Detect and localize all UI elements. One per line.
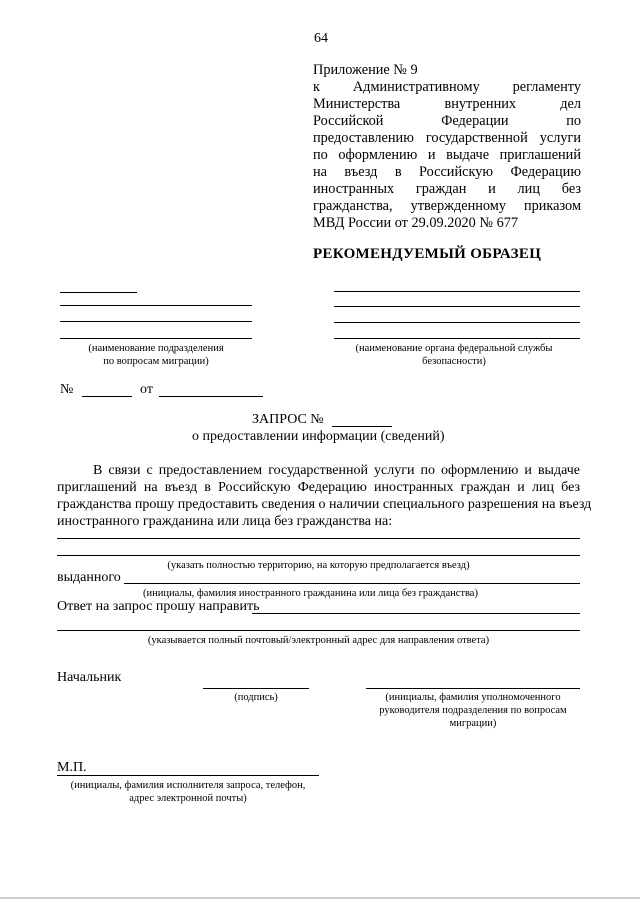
- official-caption: (инициалы, фамилия уполномоченного: [385, 692, 561, 703]
- issued-field[interactable]: [124, 583, 580, 584]
- appendix-line: по оформлению и выдаче приглашений: [313, 147, 581, 163]
- executor-field[interactable]: [57, 775, 319, 776]
- appendix-line: иностранных граждан и лиц без: [313, 181, 581, 197]
- left-blank-line: [60, 292, 137, 293]
- territory-field[interactable]: [57, 555, 580, 556]
- executor-caption: адрес электронной почты): [129, 793, 247, 804]
- signature-field[interactable]: [203, 688, 309, 689]
- date-field[interactable]: [159, 396, 263, 397]
- official-caption: руководителя подразделения по вопросам: [379, 705, 567, 716]
- appendix-line: гражданства, утвержденному приказом: [313, 198, 581, 214]
- right-block-caption: (наименование органа федеральной службы: [355, 343, 553, 354]
- right-blank-line: [334, 291, 580, 292]
- stamp-label: М.П.: [57, 760, 87, 775]
- appendix-line: Приложение № 9: [313, 62, 418, 78]
- appendix-line: предоставлению государственной услуги: [313, 130, 581, 146]
- executor-caption: (инициалы, фамилия исполнителя запроса, телефон,: [70, 780, 306, 791]
- body-line: приглашений на въезд в Российскую Федерацию иностранных граждан и лиц без: [57, 480, 580, 495]
- number-field[interactable]: [82, 396, 132, 397]
- page-bottom-edge: [0, 897, 640, 899]
- body-line: гражданства прошу предоставить сведения о наличии специального разрешения на въезд: [57, 497, 592, 512]
- request-number-field[interactable]: [332, 426, 392, 427]
- territory-caption: (указать полностью территорию, на которую предполагается въезд): [167, 560, 470, 571]
- page-number: 64: [314, 31, 328, 46]
- territory-field[interactable]: [57, 538, 580, 539]
- body-line: В связи с предоставлением государственной услуги по оформлению и выдаче: [93, 463, 580, 478]
- issued-caption: (инициалы, фамилия иностранного гражданина или лица без гражданства): [143, 588, 478, 599]
- appendix-line: к Административному регламенту: [313, 79, 581, 95]
- from-label: от: [140, 382, 153, 397]
- issued-label: выданного: [57, 570, 121, 585]
- left-block-caption: по вопросам миграции): [103, 356, 209, 367]
- recommended-sample-heading: РЕКОМЕНДУЕМЫЙ ОБРАЗЕЦ: [313, 246, 542, 262]
- appendix-line: Российской Федерации по: [313, 113, 581, 129]
- right-blank-line: [334, 338, 580, 339]
- signature-caption: (подпись): [234, 692, 278, 703]
- left-block-caption: (наименование подразделения: [88, 343, 224, 354]
- left-blank-line: [60, 321, 252, 322]
- request-subtitle: о предоставлении информации (сведений): [192, 429, 445, 444]
- right-blank-line: [334, 306, 580, 307]
- address-caption: (указывается полный почтовый/электронный адрес для направления ответа): [147, 635, 490, 646]
- answer-field[interactable]: [252, 613, 580, 614]
- answer-label: Ответ на запрос прошу направить: [57, 599, 260, 614]
- appendix-line: на въезд в Российскую Федерацию: [313, 164, 581, 180]
- appendix-line: МВД России от 29.09.2020 № 677: [313, 215, 519, 231]
- body-line: иностранного гражданина или лица без гражданства на:: [57, 514, 393, 529]
- left-blank-line: [60, 305, 252, 306]
- answer-field[interactable]: [57, 630, 580, 631]
- chief-label: Начальник: [57, 670, 122, 685]
- right-blank-line: [334, 322, 580, 323]
- right-block-caption: безопасности): [422, 356, 486, 367]
- left-blank-line: [60, 338, 252, 339]
- official-field[interactable]: [366, 688, 580, 689]
- request-title: ЗАПРОС №: [252, 412, 324, 427]
- appendix-line: Министерства внутренних дел: [313, 96, 581, 112]
- official-caption: миграции): [449, 718, 497, 729]
- number-label: №: [60, 382, 74, 397]
